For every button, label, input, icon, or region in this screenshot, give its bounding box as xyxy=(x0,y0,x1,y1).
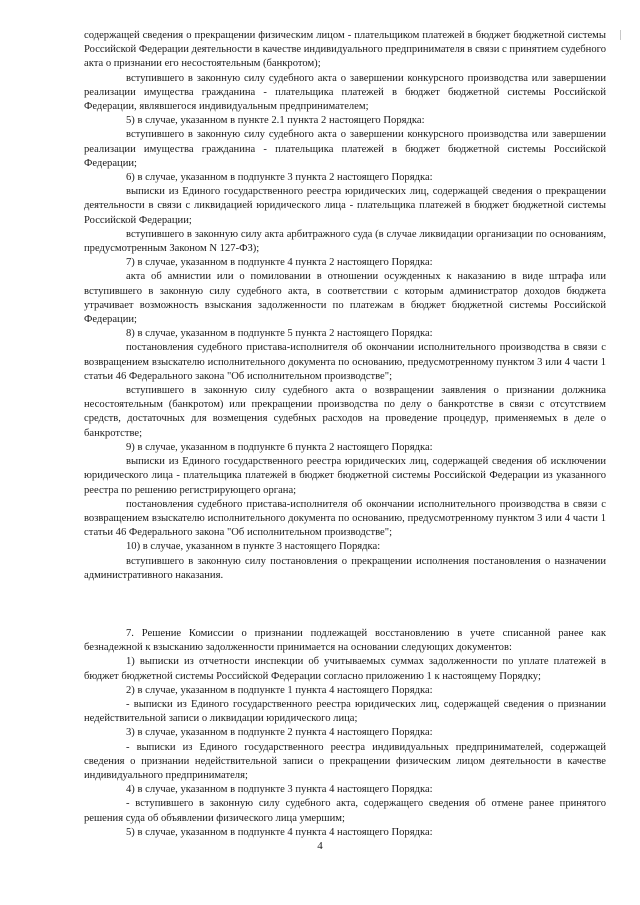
page-number: 4 xyxy=(317,840,323,852)
paragraph: постановления судебного пристава-исполнителя об окончании исполнительного производства в связи с возвращением взыскателю исполнительного документа по основанию, предусмотренному пунктом 3 или 4 части 1 статьи 46 Федерального закона "Об исполнительном производстве"; xyxy=(84,342,606,382)
paragraph: вступившего в законную силу постановления о прекращении исполнения постановления о назначении административного наказания. xyxy=(84,555,606,581)
paragraph-gap xyxy=(84,599,606,611)
paragraph: 7. Решение Комиссии о признании подлежащей восстановлению в учете списанной ранее как безнадежной к взысканию задолженности принимается на основании следующих документов: xyxy=(84,627,606,654)
paragraph: акта об амнистии или о помиловании в отношении осужденных к наказанию в виде штрафа или вступившего в законную силу судебного акта, в соответствии с которым администратор доходов бюджета утрачивает возможность взыскания задолженности по платежам в бюджет бюджетной системы Российской Федерации; xyxy=(84,271,606,326)
paragraph: 2) в случае, указанном в подпункте 1 пункта 4 настоящего Порядка: xyxy=(126,684,433,696)
paragraph: 5) в случае, указанном в пункте 2.1 пункта 2 настоящего Порядка: xyxy=(126,115,425,127)
paragraph: вступившего в законную силу судебного акта о возвращении заявления о признании должника несостоятельным (банкротом) или прекращении производства по делу о банкротстве в связи с отсутствием средств, достаточных для возмещения судебных расходов на проведение процедур, применяемых в деле о банкротстве; xyxy=(84,385,606,439)
paragraph: - выписки из Единого государственного реестра индивидуальных предпринимателей, содержащей сведения о признании недействительной записи о прекращении физическим лицом деятельности в качестве индивидуального предпринимателя; xyxy=(84,741,606,781)
paragraph: - выписки из Единого государственного реестра юридических лиц, содержащей сведения о признании недействительной записи о ликвидации юридического лица; xyxy=(84,698,606,725)
paragraph: постановления судебного пристава-исполнителя об окончании исполнительного производства в связи с возвращением взыскателю исполнительного документа по основанию, предусмотренному пунктом 3 или 4 части 1 статьи 46 Федерального закона "Об исполнительном производстве"; xyxy=(84,498,606,539)
paragraph: вступившего в законную силу судебного акта о завершении конкурсного производства или завершении реализации имущества гражданина - плательщика платежей в бюджет бюджетной системы Российской Федерации; xyxy=(84,129,606,169)
paragraph: содержащей сведения о прекращении физическим лицом - плательщиком платежей в бюджет бюджетной системы Российской Федерации деятельности в качестве индивидуального предпринимателя в связи с принятием судебного акта о признании его несостоятельным (банкротом); xyxy=(84,30,606,70)
paragraph: вступившего в законную силу акта арбитражного суда (в случае ликвидации организации по основаниям, предусмотренным Законом N 127-ФЗ); xyxy=(84,228,606,255)
scan-edge-mark xyxy=(620,30,621,40)
paragraph: 8) в случае, указанном в подпункте 5 пункта 2 настоящего Порядка: xyxy=(126,328,433,340)
paragraph: 3) в случае, указанном в подпункте 2 пункта 4 настоящего Порядка: xyxy=(126,727,433,739)
paragraph: - вступившего в законную силу судебного акта, содержащего сведения об отмене ранее принятого решения суда об объявлении физического лица умершим; xyxy=(84,798,606,824)
paragraph: вступившего в законную силу судебного акта о завершении конкурсного производства или завершении реализации имущества гражданина - плательщика платежей в бюджет бюджетной системы Российской Федерации, являвшегося индивидуальным предпринимателем; xyxy=(84,72,606,113)
paragraph: 5) в случае, указанном в подпункте 4 пункта 4 настоящего Порядка: xyxy=(126,826,433,838)
document-body xyxy=(84,29,606,840)
paragraph: 9) в случае, указанном в подпункте 6 пункта 2 настоящего Порядка: xyxy=(126,441,433,453)
paragraph: 4) в случае, указанном в подпункте 3 пункта 4 настоящего Порядка: xyxy=(126,784,433,796)
paragraph: 10) в случае, указанном в пункте 3 настоящего Порядка: xyxy=(126,541,381,553)
paragraph: 1) выписки из отчетности инспекции об учитываемых суммах задолженности по уплате платежей в бюджет бюджетной системы Российской Федерации согласно приложению 1 к настоящему Порядку; xyxy=(84,656,606,682)
paragraph: 6) в случае, указанном в подпункте 3 пункта 2 настоящего Порядка: xyxy=(126,172,433,184)
paragraph: выписки из Единого государственного реестра юридических лиц, содержащей сведения о прекращении деятельности в связи с ликвидацией юридического лица - плательщика платежей в бюджет бюджетной системы Российской Федерации; xyxy=(84,186,606,226)
paragraph: 7) в случае, указанном в подпункте 4 пункта 2 настоящего Порядка: xyxy=(126,257,433,269)
paragraph: выписки из Единого государственного реестра юридических лиц, содержащей сведения об исключении юридического лица - плательщика платежей в бюджет бюджетной системы Российской Федерации из указанного реестра по решению регистрирующего органа; xyxy=(84,456,606,496)
